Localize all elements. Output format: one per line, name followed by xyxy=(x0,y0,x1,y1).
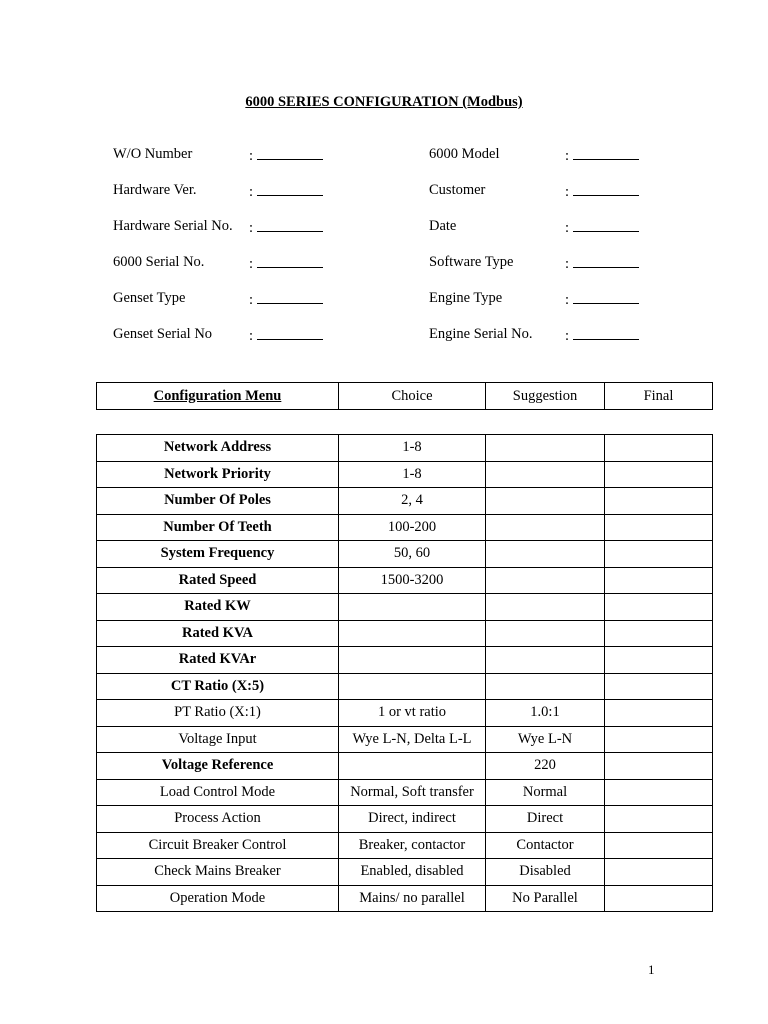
config-menu-cell: Check Mains Breaker xyxy=(97,859,339,886)
choice-cell xyxy=(339,594,486,621)
final-cell[interactable] xyxy=(605,859,713,886)
right-field-label: Software Type xyxy=(429,254,514,270)
config-menu-cell: Circuit Breaker Control xyxy=(97,832,339,859)
fill-in-line[interactable] xyxy=(573,254,639,268)
final-cell[interactable] xyxy=(605,753,713,780)
choice-cell: 2, 4 xyxy=(339,488,486,515)
final-cell[interactable] xyxy=(605,594,713,621)
right-field-blank[interactable] xyxy=(565,254,639,273)
config-menu-cell: PT Ratio (X:1) xyxy=(97,700,339,727)
right-field-label: Date xyxy=(429,218,457,234)
header-configuration-menu: Configuration Menu xyxy=(97,383,339,410)
field-separator: : xyxy=(565,184,570,200)
final-cell[interactable] xyxy=(605,514,713,541)
suggestion-cell: 1.0:1 xyxy=(486,700,605,727)
right-field-label: Engine Type xyxy=(429,290,503,306)
left-field-label: Genset Serial No xyxy=(113,326,213,342)
left-field-label: Hardware Ver. xyxy=(113,182,197,198)
choice-cell xyxy=(339,753,486,780)
choice-cell: 1 or vt ratio xyxy=(339,700,486,727)
suggestion-cell xyxy=(486,488,605,515)
table-row xyxy=(97,779,713,806)
field-separator: : xyxy=(565,148,570,164)
right-field-label: 6000 Model xyxy=(429,146,500,162)
choice-cell xyxy=(339,647,486,674)
right-field-label: Engine Serial No. xyxy=(429,326,533,342)
choice-cell: Direct, indirect xyxy=(339,806,486,833)
choice-cell: Mains/ no parallel xyxy=(339,885,486,912)
page-number: 1 xyxy=(648,962,655,977)
right-field-row xyxy=(0,146,768,166)
choice-cell: 1-8 xyxy=(339,461,486,488)
config-menu-cell: Rated KW xyxy=(97,594,339,621)
choice-cell xyxy=(339,673,486,700)
header-choice: Choice xyxy=(339,383,486,410)
suggestion-cell: Normal xyxy=(486,779,605,806)
header-final: Final xyxy=(605,383,713,410)
final-cell[interactable] xyxy=(605,832,713,859)
field-separator: : xyxy=(249,328,254,344)
table-row xyxy=(97,620,713,647)
right-field-row xyxy=(0,326,768,346)
final-cell[interactable] xyxy=(605,779,713,806)
suggestion-cell xyxy=(486,594,605,621)
field-separator: : xyxy=(565,220,570,236)
field-separator: : xyxy=(249,256,254,272)
suggestion-cell xyxy=(486,435,605,462)
config-menu-cell: Voltage Input xyxy=(97,726,339,753)
final-cell[interactable] xyxy=(605,726,713,753)
final-cell[interactable] xyxy=(605,885,713,912)
field-separator: : xyxy=(249,148,254,164)
config-menu-cell: CT Ratio (X:5) xyxy=(97,673,339,700)
config-menu-cell: Operation Mode xyxy=(97,885,339,912)
suggestion-cell xyxy=(486,461,605,488)
config-menu-cell: Number Of Teeth xyxy=(97,514,339,541)
field-separator: : xyxy=(565,328,570,344)
config-menu-cell: Rated Speed xyxy=(97,567,339,594)
right-field-row xyxy=(0,218,768,238)
right-field-blank[interactable] xyxy=(565,326,639,345)
field-separator: : xyxy=(249,184,254,200)
final-cell[interactable] xyxy=(605,673,713,700)
table-row xyxy=(97,673,713,700)
table-row xyxy=(97,700,713,727)
right-field-row xyxy=(0,290,768,310)
choice-cell: 1-8 xyxy=(339,435,486,462)
config-menu-cell: Voltage Reference xyxy=(97,753,339,780)
right-field-blank[interactable] xyxy=(565,290,639,309)
right-field-row xyxy=(0,254,768,274)
table-row xyxy=(97,594,713,621)
table-row xyxy=(97,753,713,780)
configuration-table xyxy=(96,434,713,912)
choice-cell: Wye L-N, Delta L-L xyxy=(339,726,486,753)
suggestion-cell: 220 xyxy=(486,753,605,780)
suggestion-cell xyxy=(486,647,605,674)
suggestion-cell: No Parallel xyxy=(486,885,605,912)
field-separator: : xyxy=(249,292,254,308)
table-row xyxy=(97,567,713,594)
field-separator: : xyxy=(249,220,254,236)
config-menu-cell: Process Action xyxy=(97,806,339,833)
field-separator: : xyxy=(565,256,570,272)
final-cell[interactable] xyxy=(605,435,713,462)
config-menu-cell: Network Priority xyxy=(97,461,339,488)
right-field-row xyxy=(0,182,768,202)
suggestion-cell xyxy=(486,673,605,700)
left-field-label: Genset Type xyxy=(113,290,186,306)
table-row xyxy=(97,806,713,833)
header-suggestion: Suggestion xyxy=(486,383,605,410)
fill-in-line[interactable] xyxy=(573,290,639,304)
left-field-label: 6000 Serial No. xyxy=(113,254,205,270)
suggestion-cell: Direct xyxy=(486,806,605,833)
table-row xyxy=(97,514,713,541)
choice-cell xyxy=(339,620,486,647)
config-menu-cell: Rated KVAr xyxy=(97,647,339,674)
right-field-blank[interactable] xyxy=(565,146,639,165)
fill-in-line[interactable] xyxy=(573,182,639,196)
config-menu-cell: System Frequency xyxy=(97,541,339,568)
table-row xyxy=(97,885,713,912)
choice-cell: 50, 60 xyxy=(339,541,486,568)
suggestion-cell: Disabled xyxy=(486,859,605,886)
final-cell[interactable] xyxy=(605,620,713,647)
choice-cell: Normal, Soft transfer xyxy=(339,779,486,806)
fill-in-line[interactable] xyxy=(573,326,639,340)
table-row xyxy=(97,859,713,886)
config-menu-cell: Network Address xyxy=(97,435,339,462)
choice-cell: 100-200 xyxy=(339,514,486,541)
table-row xyxy=(97,435,713,462)
suggestion-cell xyxy=(486,567,605,594)
configuration-header-table xyxy=(96,382,713,410)
final-cell[interactable] xyxy=(605,647,713,674)
final-cell[interactable] xyxy=(605,567,713,594)
fill-in-line[interactable] xyxy=(573,218,639,232)
suggestion-cell: Contactor xyxy=(486,832,605,859)
choice-cell: Breaker, contactor xyxy=(339,832,486,859)
document-title: 6000 SERIES CONFIGURATION (Modbus) xyxy=(245,94,523,110)
right-field-blank[interactable] xyxy=(565,182,639,201)
field-separator: : xyxy=(565,292,570,308)
final-cell[interactable] xyxy=(605,488,713,515)
left-field-label: W/O Number xyxy=(113,146,193,162)
fill-in-line[interactable] xyxy=(573,146,639,160)
choice-cell: Enabled, disabled xyxy=(339,859,486,886)
table-row xyxy=(97,461,713,488)
final-cell[interactable] xyxy=(605,541,713,568)
suggestion-cell xyxy=(486,541,605,568)
suggestion-cell xyxy=(486,514,605,541)
final-cell[interactable] xyxy=(605,700,713,727)
table-row xyxy=(97,832,713,859)
final-cell[interactable] xyxy=(605,461,713,488)
left-field-label: Hardware Serial No. xyxy=(113,218,233,234)
choice-cell: 1500-3200 xyxy=(339,567,486,594)
config-menu-cell: Rated KVA xyxy=(97,620,339,647)
suggestion-cell: Wye L-N xyxy=(486,726,605,753)
table-row xyxy=(97,488,713,515)
table-row xyxy=(97,726,713,753)
suggestion-cell xyxy=(486,620,605,647)
config-menu-cell: Load Control Mode xyxy=(97,779,339,806)
table-row xyxy=(97,647,713,674)
header-row xyxy=(97,383,713,410)
config-menu-cell: Number Of Poles xyxy=(97,488,339,515)
right-field-blank[interactable] xyxy=(565,218,639,237)
final-cell[interactable] xyxy=(605,806,713,833)
table-row xyxy=(97,541,713,568)
right-field-label: Customer xyxy=(429,182,486,198)
